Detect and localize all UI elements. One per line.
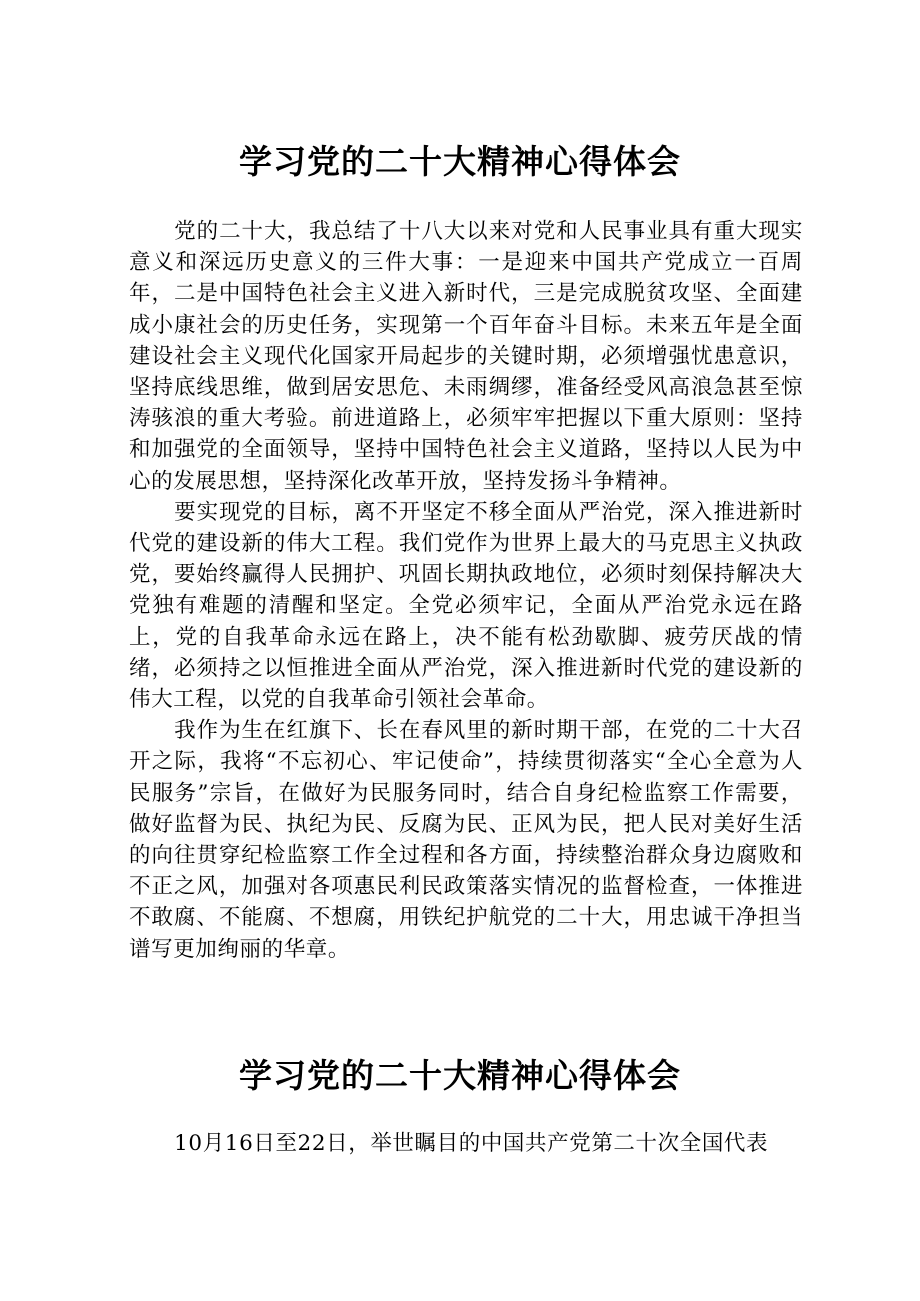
section-body	[129, 216, 803, 965]
section-body	[129, 1128, 803, 1159]
paragraph: 党的二十大，我总结了十八大以来对党和人民事业具有重大现实意义和深远历史意义的三件大事：一是迎来中国共产党成立一百周年，二是中国特色社会主义进入新时代，三是完成脱贫攻坚、全面建成小康社会的历史任务，实现第一个百年奋斗目标。未来五年是全面建设社会主义现代化国家开局起步的关键时期，必须增强忧患意识，坚持底线思维，做到居安思危、未雨绸缪，准备经受风高浪急甚至惊涛骇浪的重大考验。前进道路上，必须牢牢把握以下重大原则：坚持和加强党的全面领导，坚持中国特色社会主义道路，坚持以人民为中心的发展思想，坚持深化改革开放，坚持发扬斗争精神。	[129, 219, 803, 494]
paragraph: 我作为生在红旗下、长在春风里的新时期干部，在党的二十大召开之际，我将“不忘初心、牢记使命”，持续贯彻落实“全心全意为人民服务”宗旨，在做好为民服务同时，结合自身纪检监察工作需要，做好监督为民、执纪为民、反腐为民、正风为民，把人民对美好生活的向往贯穿纪检监察工作全过程和各方面，持续整治群众身边腐败和不正之风，加强对各项惠民利民政策落实情况的监督检查，一体推进不敢腐、不能腐、不想腐，用铁纪护航党的二十大，用忠诚干净担当谱写更加绚丽的华章。	[129, 718, 803, 962]
paragraph: 要实现党的目标，离不开坚定不移全面从严治党，深入推进新时代党的建设新的伟大工程。我们党作为世界上最大的马克思主义执政党，要始终赢得人民拥护、巩固长期执政地位，必须时刻保持解决大党独有难题的清醒和坚定。全党必须牢记，全面从严治党永远在路上，党的自我革命永远在路上，决不能有松劲歇脚、疲劳厌战的情绪，必须持之以恒推进全面从严治党，深入推进新时代党的建设新的伟大工程，以党的自我革命引领社会革命。	[129, 499, 803, 713]
document-title: 学习党的二十大精神心得体会	[239, 1056, 681, 1095]
paragraph: 10月16日至22日，举世瞩目的中国共产党第二十次全国代表	[174, 1131, 769, 1156]
document-title: 学习党的二十大精神心得体会	[239, 142, 681, 181]
